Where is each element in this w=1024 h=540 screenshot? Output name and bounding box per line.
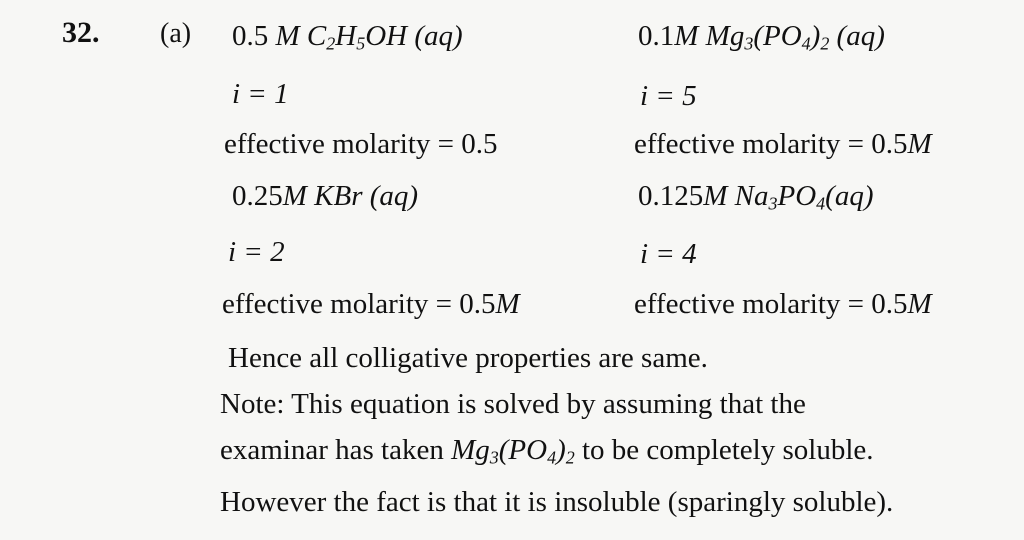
molar-unit: M [275,20,300,52]
aqueous-label: (aq) [414,20,463,52]
molar-unit: M [282,180,307,212]
right-solution-b-formula [638,180,873,213]
kbr-formula: KBr [314,180,363,212]
magnesium-phosphate-formula: $Mg_3(PO_4)_2$ [705,20,830,54]
note-line-1: Note: This equation is solved by assuming that the [220,388,806,420]
right-solution-b-effective-molarity: effective molarity = 0.5M [634,288,932,320]
magnesium-phosphate-formula: $Mg_3(PO_4)_2$ [451,434,575,468]
aqueous-label: (aq) [825,180,874,212]
right-solution-a-formula [638,20,885,53]
concentration-value: 0.125 [638,180,704,212]
right-solution-a-vant-hoff: i = 5 [640,80,697,112]
left-solution-b-effective-molarity: effective molarity = 0.5M [222,288,520,320]
aqueous-label: (aq) [836,20,885,52]
concentration-value: 0.5 [232,20,269,52]
right-solution-b-vant-hoff: i = 4 [640,238,697,270]
note-line-3: However the fact is that it is insoluble (sparingly soluble). [220,486,894,518]
molar-unit: M [674,20,699,52]
concentration-value: 0.1 [638,20,675,52]
question-number: 32. [62,16,100,49]
left-solution-b-formula [232,180,418,213]
sodium-phosphate-formula: $Na_3PO_4$ [734,180,826,214]
left-solution-b-vant-hoff: i = 2 [228,236,285,268]
molar-unit: M [703,180,728,212]
aqueous-label: (aq) [369,180,419,212]
left-solution-a-vant-hoff: i = 1 [232,78,289,110]
note-line-2: examinar has taken $Mg_3(PO_4)_2$ to be completely soluble. [220,434,874,468]
left-solution-a-formula [232,20,463,53]
right-solution-a-effective-molarity: effective molarity = 0.5M [634,128,932,160]
ethanol-formula: $C_2H_5OH$ [306,20,408,54]
left-solution-a-effective-molarity: effective molarity = 0.5 [224,128,498,160]
concentration-value: 0.25 [232,180,283,212]
question-part: (a) [160,18,192,49]
conclusion-text: Hence all colligative properties are same. [228,342,708,374]
